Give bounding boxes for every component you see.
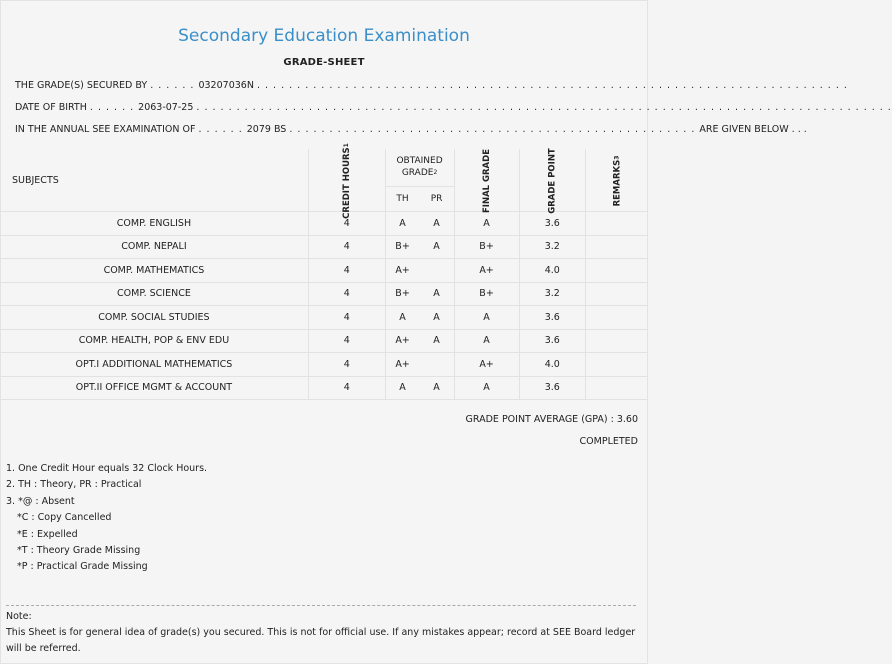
page-subtitle: GRADE-SHEET: [283, 57, 365, 68]
obtained-sup: 2: [433, 169, 438, 177]
pr-header: PR: [420, 186, 455, 211]
subjects-header: SUBJECTS: [0, 149, 308, 212]
credit-cell: 4: [308, 235, 385, 259]
footnote-1: 1. One Credit Hour equals 32 Clock Hours.: [6, 463, 208, 474]
pr-grade-cell: [420, 259, 455, 283]
remarks-sup: 3: [613, 155, 620, 160]
grade-point-cell: 3.6: [519, 329, 585, 353]
grade-point-cell: 3.6: [519, 306, 585, 330]
final-grade-cell: A: [454, 212, 519, 236]
credit-hours-header: [308, 142, 385, 219]
footnote-3-practical-missing: *P : Practical Grade Missing: [17, 561, 148, 573]
grade-point-header-text: GRADE POINT: [547, 147, 558, 214]
footnote-3: 3. *@ : Absent: [6, 495, 75, 507]
secured-by-label: THE GRADE(S) SECURED BY: [15, 80, 148, 91]
dob-line: DATE OF BIRTH . . . . . . 2063-07-25 . . . . . . . . . . . . . . . . . . . . . . . . . . . . . . . . . . . . . . . . . . . . . . . . . . . . . . . . . . . . . . . . . . . . . . . . . . . . . . . . . . . . . . .: [15, 102, 892, 113]
credit-cell: 4: [308, 259, 385, 283]
th-grade-cell: A+: [385, 353, 420, 377]
table-row: [0, 282, 648, 306]
remarks-header-text: REMARKS: [612, 159, 622, 206]
final-grade-cell: A+: [454, 259, 519, 283]
footnotes: [6, 461, 207, 576]
th-grade-cell: A+: [385, 259, 420, 283]
remarks-cell: [586, 329, 649, 353]
pr-grade-cell: A: [420, 376, 455, 400]
final-grade-cell: A: [454, 376, 519, 400]
th-header: TH: [385, 186, 420, 211]
pr-grade-cell: A: [420, 306, 455, 330]
credit-hours-sup: 1: [342, 142, 350, 147]
remarks-cell: [586, 306, 649, 330]
dob-value: 2063-07-25: [138, 102, 194, 113]
grades-table-body: [0, 212, 648, 400]
pr-grade-cell: A: [420, 212, 455, 236]
credit-hours-header-text: CREDIT HOURS: [341, 146, 352, 219]
final-grade-cell: A+: [454, 353, 519, 377]
grades-table: [0, 142, 648, 400]
obtained-header-line2: GRADE: [401, 168, 434, 179]
final-grade-header-text: FINAL GRADE: [481, 148, 492, 213]
footnote-3-theory-missing: *T : Theory Grade Missing: [17, 545, 141, 557]
obtained-header-line1: OBTAINED: [396, 156, 443, 167]
exam-suffix: ARE GIVEN BELOW . . .: [699, 124, 807, 135]
exam-label: IN THE ANNUAL SEE EXAMINATION OF: [15, 124, 196, 135]
pr-grade-cell: A: [420, 282, 455, 306]
final-grade-cell: A: [454, 306, 519, 330]
grade-point-cell: 4.0: [519, 353, 585, 377]
th-grade-cell: A: [385, 376, 420, 400]
credit-cell: 4: [308, 329, 385, 353]
remarks-cell: [586, 212, 649, 236]
th-grade-cell: A: [385, 306, 420, 330]
subject-cell: COMP. HEALTH, POP & ENV EDU: [0, 329, 308, 353]
note-divider: [6, 605, 636, 606]
credit-cell: 4: [308, 212, 385, 236]
gpa-summary: GRADE POINT AVERAGE (GPA) : 3.60: [465, 414, 638, 425]
table-row: [0, 306, 648, 330]
footnote-3-copy-cancelled: *C : Copy Cancelled: [17, 512, 112, 524]
remarks-cell: [586, 376, 649, 400]
remarks-cell: [586, 353, 649, 377]
secured-by-line: THE GRADE(S) SECURED BY . . . . . . 03207036N . . . . . . . . . . . . . . . . . . . . . . . . . . . . . . . . . . . . . . . . . . . . . . . . . . . . . . . . . . . . . . . . . . . . . . . . . .: [15, 80, 848, 91]
footnote-2: 2. TH : Theory, PR : Practical: [6, 479, 142, 491]
table-row: [0, 259, 648, 283]
status-text: COMPLETED: [579, 436, 638, 447]
credit-cell: 4: [308, 306, 385, 330]
th-grade-cell: B+: [385, 282, 420, 306]
final-grade-cell: B+: [454, 282, 519, 306]
grade-point-cell: 3.2: [519, 282, 585, 306]
pr-grade-cell: [420, 353, 455, 377]
final-grade-cell: B+: [454, 235, 519, 259]
remarks-cell: [586, 282, 649, 306]
th-grade-cell: A+: [385, 329, 420, 353]
obtained-grade-header: [385, 149, 454, 186]
th-grade-cell: A: [385, 212, 420, 236]
subject-cell: OPT.II OFFICE MGMT & ACCOUNT: [0, 376, 308, 400]
grade-point-cell: 4.0: [519, 259, 585, 283]
final-grade-header: [454, 149, 519, 212]
remarks-cell: [586, 235, 649, 259]
remarks-cell: [586, 259, 649, 283]
subject-cell: COMP. ENGLISH: [0, 212, 308, 236]
secured-by-value: 03207036N: [198, 80, 254, 91]
subject-cell: COMP. SCIENCE: [0, 282, 308, 306]
subject-cell: COMP. SOCIAL STUDIES: [0, 306, 308, 330]
final-grade-cell: A: [454, 329, 519, 353]
exam-value: 2079 BS: [246, 124, 287, 135]
subject-cell: COMP. NEPALI: [0, 235, 308, 259]
exam-line: IN THE ANNUAL SEE EXAMINATION OF . . . . . . 2079 BS . . . . . . . . . . . . . . . . . . . . . . . . . . . . . . . . . . . . . . . . . . . . . . . . . . . ARE GIVEN BELOW . . .: [15, 124, 807, 135]
page-title: Secondary Education Examination: [178, 26, 470, 46]
table-row: [0, 329, 648, 353]
subject-cell: OPT.I ADDITIONAL MATHEMATICS: [0, 353, 308, 377]
grade-point-cell: 3.6: [519, 376, 585, 400]
table-row: [0, 212, 648, 236]
remarks-header: [586, 149, 649, 212]
pr-grade-cell: A: [420, 329, 455, 353]
credit-cell: 4: [308, 353, 385, 377]
grade-point-cell: 3.6: [519, 212, 585, 236]
table-row: [0, 353, 648, 377]
grade-point-header: [519, 149, 585, 212]
dob-label: DATE OF BIRTH: [15, 102, 87, 113]
table-row: [0, 235, 648, 259]
table-row: [0, 376, 648, 400]
disclaimer-note: [6, 609, 636, 657]
footnote-3-expelled: *E : Expelled: [17, 528, 78, 540]
grade-point-cell: 3.2: [519, 235, 585, 259]
subject-cell: COMP. MATHEMATICS: [0, 259, 308, 283]
credit-cell: 4: [308, 282, 385, 306]
th-grade-cell: B+: [385, 235, 420, 259]
note-text: This Sheet is for general idea of grade(s) you secured. This is not for official use. If any mistakes appear; record at SEE Board ledger will be referred.: [6, 627, 636, 654]
credit-cell: 4: [308, 376, 385, 400]
pr-grade-cell: A: [420, 235, 455, 259]
note-label: Note:: [6, 611, 32, 622]
